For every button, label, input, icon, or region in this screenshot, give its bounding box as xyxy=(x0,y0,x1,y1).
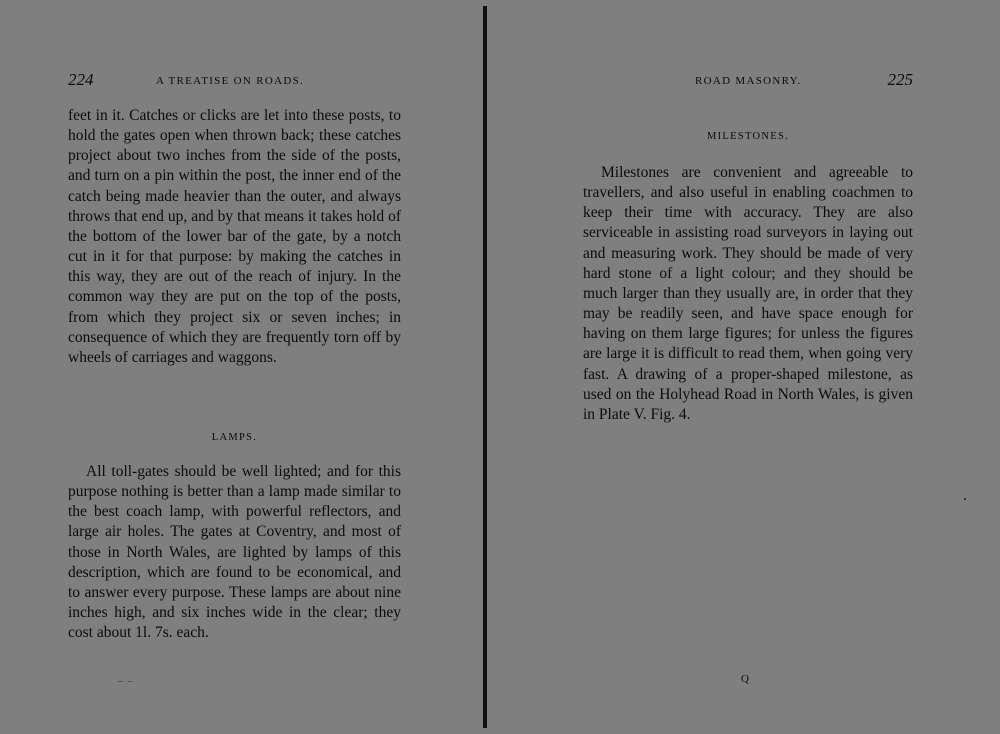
page-number: 224 xyxy=(68,70,94,89)
footer-mark: – – xyxy=(118,676,134,687)
running-head-title: ROAD MASONRY. xyxy=(695,75,802,87)
running-head-title: A TREATISE ON ROADS. xyxy=(156,75,305,87)
left-page xyxy=(68,0,401,734)
section-heading-lamps: LAMPS. xyxy=(211,432,258,443)
paragraph-milestones: Milestones are convenient and agreeable to travellers, and also useful in enabling coachmen to keep their time with accuracy. They are also serviceable in assisting road surveyors in laying out and measuring work. They should be made of very hard stone of a light colour; and they should be much larger than they usually are, in order that they may be readily seen, and have space enough for having on them large figures; for unless the figures are large it is difficult to read them, when going very fast. A drawing of a proper-shaped milestone, as used on the Holyhead Road in North Wales, is given in Plate V. Fig. 4. xyxy=(583,164,913,423)
paragraph-gates: feet in it. Catches or clicks are let into these posts, to hold the gates open when thrown back; these catches project about two inches from the side of the posts, and turn on a pin within the post, the inner end of the catch being made heavier than the outer, and always throws that end up, and by that means it takes hold of the bottom of the lower bar of the gate, by a notch cut in it for that purpose: by making the catches in this way, they are out of the reach of injury. In the common way they are put on the top of the posts, from which they project six or seven inches; in consequence of which they are frequently torn off by wheels of carriages and waggons. xyxy=(68,107,401,366)
running-head xyxy=(68,70,401,93)
book-gutter xyxy=(483,6,487,728)
speck xyxy=(964,498,966,500)
paragraph-lamps: All toll-gates should be well lighted; and for this purpose nothing is better than a lamp made similar to the best coach lamp, with powerful reflectors, and large air holes. The gates at Coventry, and most of those in North Wales, are lighted by lamps of this description, which are found to be economical, and to answer every purpose. These lamps are about nine inches high, and six inches wide in the clear; they cost about 1l. 7s. each. xyxy=(68,463,401,642)
page-number: 225 xyxy=(887,70,913,89)
section-heading-milestones: MILESTONES. xyxy=(706,131,790,142)
right-page xyxy=(583,0,913,734)
running-head xyxy=(583,70,913,93)
signature-mark: Q xyxy=(741,673,749,685)
